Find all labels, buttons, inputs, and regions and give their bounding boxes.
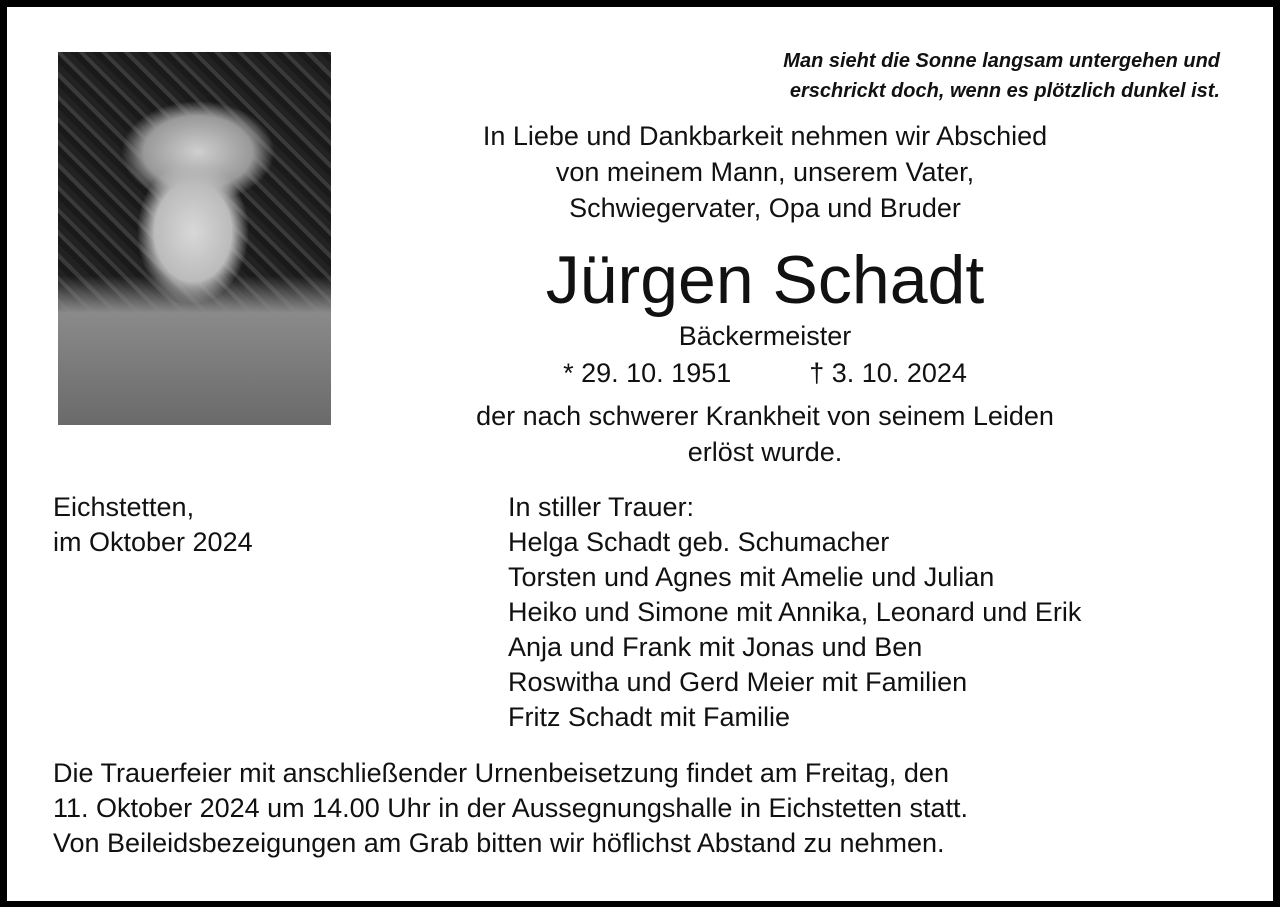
quote-line: Man sieht die Sonne langsam untergehen und — [783, 50, 1220, 72]
mourner: Helga Schadt geb. Schumacher — [508, 527, 890, 557]
mourner: Roswitha und Gerd Meier mit Familien — [508, 667, 968, 697]
date: im Oktober 2024 — [53, 527, 253, 557]
footer-line: Die Trauerfeier mit anschließender Urnenbeisetzung findet am Freitag, den — [53, 758, 949, 788]
mourner: Fritz Schadt mit Familie — [508, 702, 791, 732]
quote — [783, 46, 1220, 106]
deceased-name: Jürgen Schadt — [545, 242, 985, 318]
portrait-photo — [58, 52, 331, 425]
intro-line: Schwiegervater, Opa und Bruder — [569, 193, 961, 223]
place-date — [53, 490, 253, 560]
footer — [53, 756, 968, 861]
subtext — [330, 398, 1200, 470]
place: Eichstetten, — [53, 492, 195, 522]
footer-line: Von Beileidsbezeigungen am Grab bitten wir höflichst Abstand zu nehmen. — [53, 828, 945, 858]
mourner: Torsten und Agnes mit Amelie und Julian — [508, 562, 995, 592]
footer-line: 11. Oktober 2024 um 14.00 Uhr in der Aussegnungshalle in Eichstetten statt. — [53, 793, 969, 823]
profession: Bäckermeister — [678, 321, 852, 351]
quote-line: erschrickt doch, wenn es plötzlich dunkel ist. — [789, 80, 1220, 102]
birth-date: * 29. 10. 1951 — [563, 358, 732, 388]
mourners — [508, 490, 1081, 735]
mourner: Heiko und Simone mit Annika, Leonard und Erik — [508, 597, 1082, 627]
intro-line: von meinem Mann, unserem Vater, — [555, 157, 975, 187]
subtext-line: erlöst wurde. — [687, 437, 843, 467]
death-date: † 3. 10. 2024 — [809, 358, 967, 388]
mourners-heading: In stiller Trauer: — [508, 492, 695, 522]
intro-line: In Liebe und Dankbarkeit nehmen wir Abschied — [482, 121, 1048, 151]
dates — [330, 355, 1200, 391]
mourner: Anja und Frank mit Jonas und Ben — [508, 632, 923, 662]
subtext-line: der nach schwerer Krankheit von seinem Leiden — [476, 401, 1054, 431]
intro — [330, 118, 1200, 226]
